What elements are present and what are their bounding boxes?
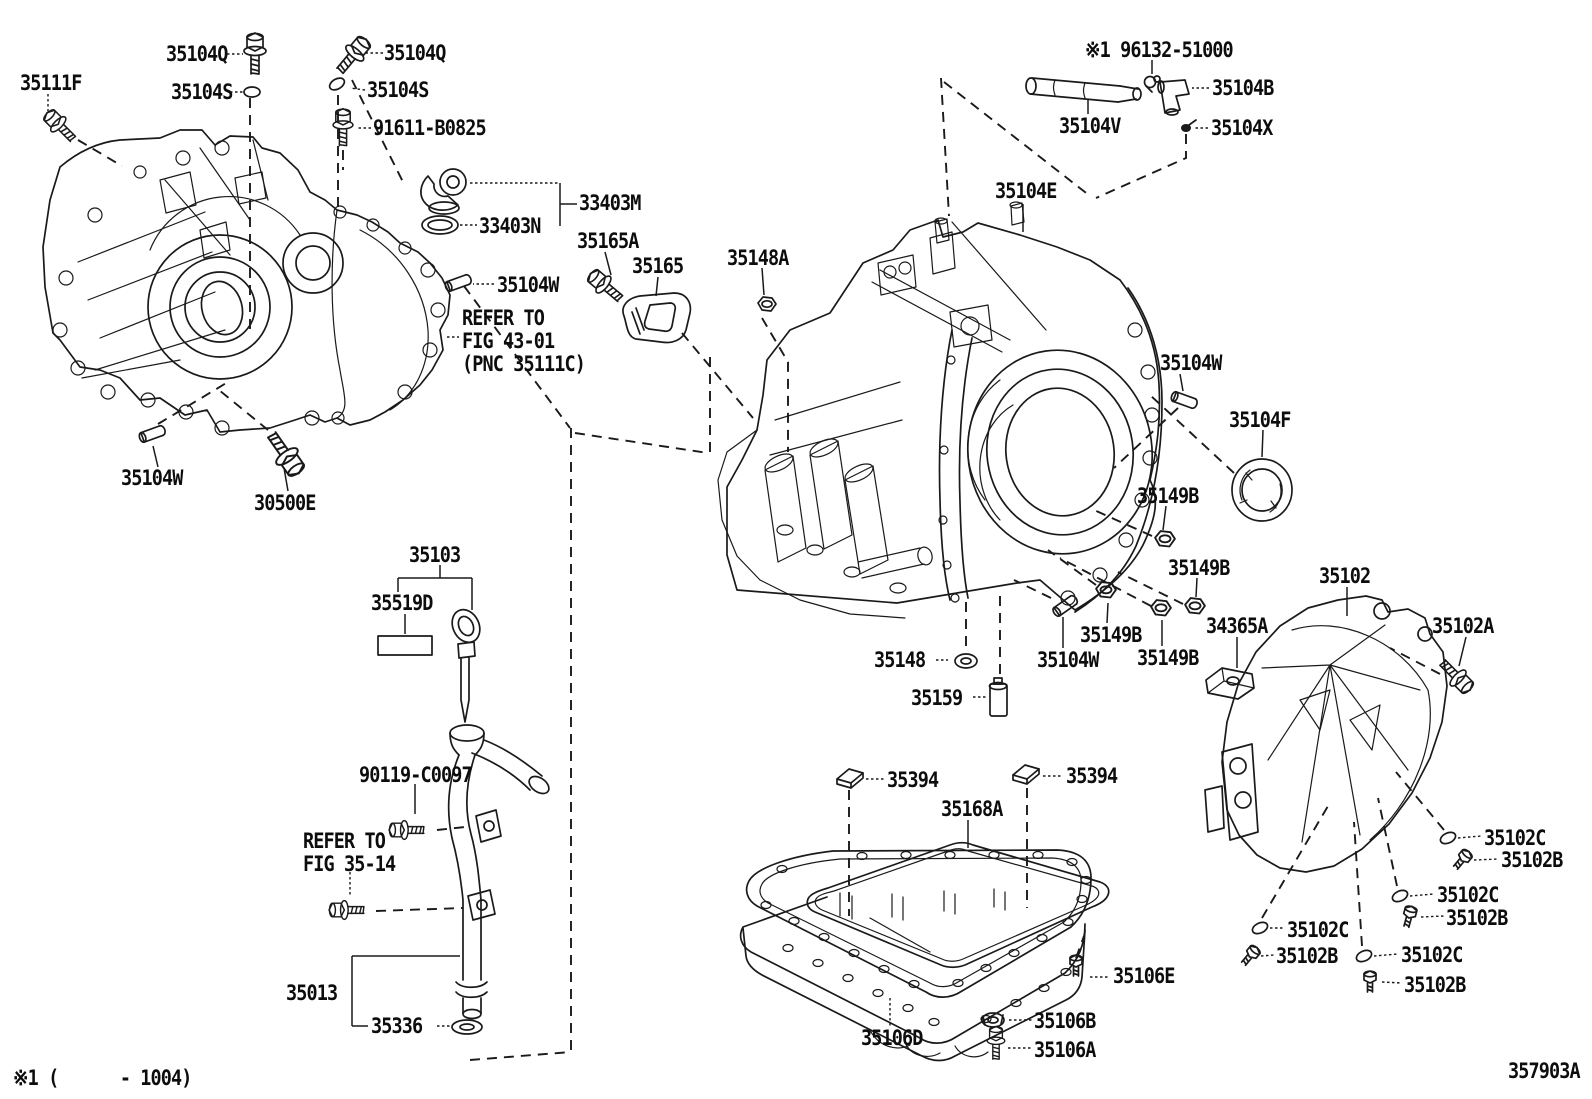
part-label-35104w-10: 35104W <box>497 273 559 297</box>
part-label-35168a-43: 35168A <box>941 797 1003 821</box>
part-label-35104q-1: 35104Q <box>166 42 228 66</box>
part-label-35148-39: 35148 <box>874 648 926 672</box>
part-label-35102c-48: 35102C <box>1287 918 1349 942</box>
part-label-35394-41: 35394 <box>887 768 939 792</box>
part-label-35336-22: 35336 <box>371 1014 423 1038</box>
part-label-34365a-35: 34365A <box>1206 614 1268 638</box>
part-label-35102a-36: 35102A <box>1432 614 1494 638</box>
part-label-35104w-14: 35104W <box>121 466 183 490</box>
part-label-357903a-57: 357903A <box>1508 1059 1580 1083</box>
part-label-35102b-47: 35102B <box>1446 906 1508 930</box>
part-label-fig4301-12: FIG 43-01 <box>462 329 555 353</box>
part-label-35102b-49: 35102B <box>1276 944 1338 968</box>
part-label-33403m-6: 33403M <box>579 191 641 215</box>
part-label-35106e-52: 35106E <box>1113 964 1175 988</box>
part-label-35106b-53: 35106B <box>1034 1009 1096 1033</box>
part-label-35013-21: 35013 <box>286 981 338 1005</box>
part-label-referto-19: REFER TO <box>303 829 385 853</box>
part-label-35519d-17: 35519D <box>371 591 433 615</box>
part-label-35149b-34: 35149B <box>1080 623 1142 647</box>
part-label-35102c-50: 35102C <box>1401 943 1463 967</box>
part-label-35149b-31: 35149B <box>1137 484 1199 508</box>
part-label-91611b0825-5: 91611-B0825 <box>373 116 486 140</box>
part-label-35104s-4: 35104S <box>367 78 429 102</box>
part-label-35165-9: 35165 <box>632 254 684 278</box>
part-label-19613251000-23: ※1 96132-51000 <box>1085 38 1233 62</box>
part-label-35102-33: 35102 <box>1319 564 1371 588</box>
part-label-33403n-7: 33403N <box>479 214 541 238</box>
part-label-referto-11: REFER TO <box>462 306 544 330</box>
part-label-35104w-29: 35104W <box>1160 351 1222 375</box>
part-label-35104v-25: 35104V <box>1059 114 1121 138</box>
part-label-35106d-55: 35106D <box>861 1026 923 1050</box>
part-label-35149b-32: 35149B <box>1168 556 1230 580</box>
part-label-35159-40: 35159 <box>911 686 963 710</box>
part-label-35104q-3: 35104Q <box>384 41 446 65</box>
part-label-35111f-0: 35111F <box>20 71 82 95</box>
part-label-90119c0097-18: 90119-C0097 <box>359 763 472 787</box>
part-label-11004-56: ※1 ( - 1004) <box>13 1066 192 1090</box>
part-label-35148a-28: 35148A <box>727 246 789 270</box>
part-label-35102b-45: 35102B <box>1501 848 1563 872</box>
part-label-35103-16: 35103 <box>409 543 461 567</box>
part-label-35104b-24: 35104B <box>1212 76 1274 100</box>
part-label-35102c-44: 35102C <box>1484 826 1546 850</box>
part-label-pnc35111c-13: (PNC 35111C) <box>462 352 585 376</box>
part-label-35102b-51: 35102B <box>1404 973 1466 997</box>
part-label-35106a-54: 35106A <box>1034 1038 1096 1062</box>
part-label-30500e-15: 30500E <box>254 491 316 515</box>
part-label-35394-42: 35394 <box>1066 764 1118 788</box>
part-label-35102c-46: 35102C <box>1437 883 1499 907</box>
part-label-35149b-38: 35149B <box>1137 646 1199 670</box>
part-label-35165a-8: 35165A <box>577 229 639 253</box>
part-label-35104f-30: 35104F <box>1229 408 1291 432</box>
part-label-35104x-26: 35104X <box>1211 116 1273 140</box>
part-label-35104w-37: 35104W <box>1037 648 1099 672</box>
part-label-35104e-27: 35104E <box>995 179 1057 203</box>
part-label-fig3514-20: FIG 35-14 <box>303 852 396 876</box>
part-label-35104s-2: 35104S <box>171 80 233 104</box>
